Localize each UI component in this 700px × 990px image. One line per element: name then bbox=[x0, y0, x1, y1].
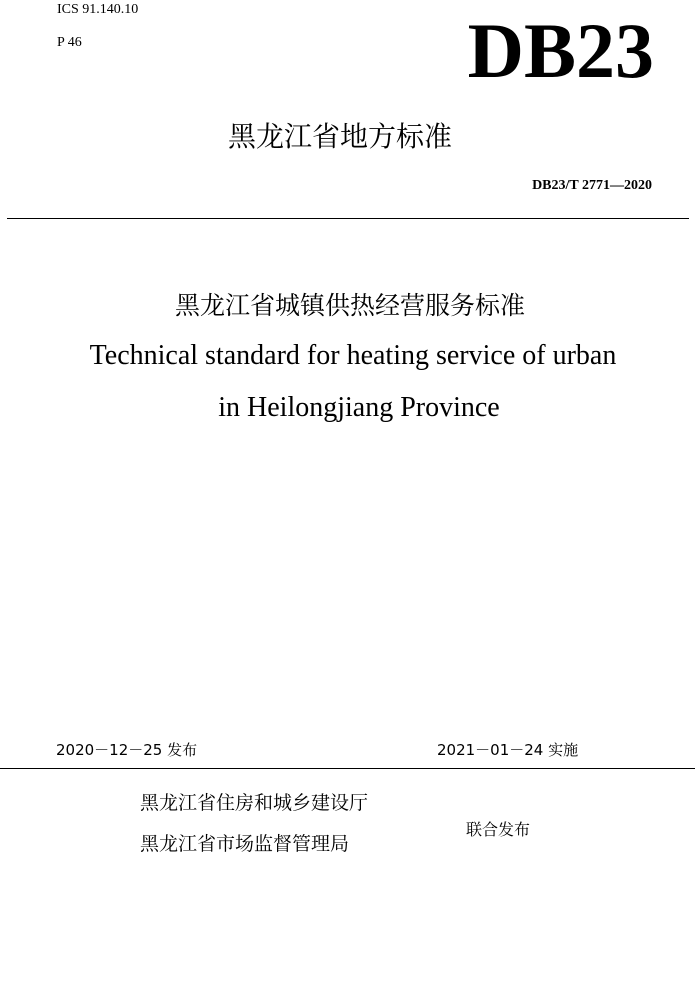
joint-issue-label: 联合发布 bbox=[466, 820, 531, 839]
bottom-divider bbox=[0, 768, 695, 769]
title-english-line1: Technical standard for heating service of urban bbox=[89, 340, 617, 371]
title-chinese: 黑龙江省城镇供热经营服务标准 bbox=[174, 291, 525, 320]
issue-date: 2020－12－25 发布 bbox=[56, 741, 198, 759]
top-divider bbox=[7, 218, 689, 219]
ics-code: ICS 91.140.10 bbox=[57, 2, 139, 17]
standard-type: 黑龙江省地方标准 bbox=[227, 120, 452, 153]
issuer-housing-dept: 黑龙江省住房和城乡建设厅 bbox=[140, 792, 369, 814]
standard-number: DB23/T 2771—2020 bbox=[532, 178, 652, 193]
issuer-market-bureau: 黑龙江省市场监督管理局 bbox=[140, 833, 350, 855]
implementation-date: 2021－01－24 实施 bbox=[437, 741, 579, 759]
ccs-code: P 46 bbox=[57, 35, 82, 50]
standard-code-logo: DB23 bbox=[467, 7, 654, 94]
title-english-line2: in Heilongjiang Province bbox=[218, 392, 500, 423]
